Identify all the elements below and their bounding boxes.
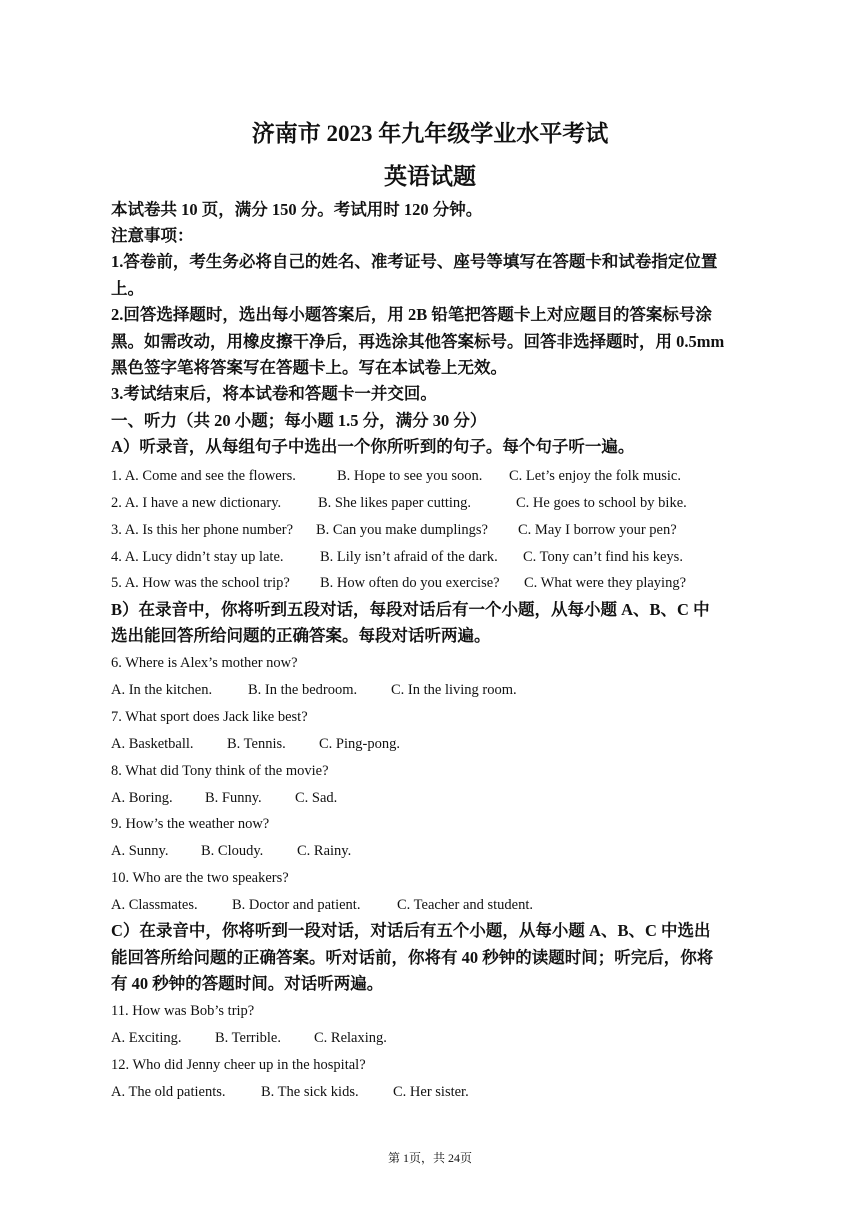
note-2a: 2.回答选择题时，选出每小题答案后，用 2B 铅笔把答题卡上对应题目的答案标号涂 (111, 305, 712, 324)
option-a: A. In the kitchen. (111, 682, 213, 698)
option-a: A. Exciting. (111, 1030, 182, 1046)
option-c: C. He goes to school by bike. (516, 495, 687, 511)
option-a: A. Boring. (111, 790, 173, 806)
question-row (111, 548, 683, 566)
part-c-heading-3: 有 40 秒钟的答题时间。对话听两遍。 (111, 974, 384, 993)
option-c: C. Her sister. (393, 1084, 469, 1100)
option-c: C. Tony can’t find his keys. (523, 549, 683, 565)
question-text: 6. Where is Alex’s mother now? (111, 655, 298, 671)
question-text: 9. How’s the weather now? (111, 816, 270, 832)
question-row (111, 467, 681, 485)
option-b: B. Can you make dumplings? (316, 522, 488, 538)
option-b: B. Funny. (205, 790, 262, 806)
intro-line: 本试卷共 10 页，满分 150 分。考试用时 120 分钟。 (111, 200, 483, 219)
question-text: 8. What did Tony think of the movie? (111, 763, 329, 779)
exam-subtitle: 英语试题 (384, 164, 476, 189)
option-c: C. Relaxing. (314, 1030, 387, 1046)
option-b: B. Hope to see you soon. (337, 468, 483, 484)
question-row (111, 574, 686, 592)
option-a: A. Sunny. (111, 843, 169, 859)
option-c: C. What were they playing? (524, 575, 686, 591)
part-b-heading-1: B）在录音中，你将听到五段对话，每段对话后有一个小题，从每小题 A、B、C 中 (111, 600, 710, 619)
part-c-heading-2: 能回答所给问题的正确答案。听对话前，你将有 40 秒钟的读题时间；听完后，你将 (111, 948, 714, 967)
question-text: 11. How was Bob’s trip? (111, 1003, 255, 1019)
option-c: C. May I borrow your pen? (518, 522, 677, 538)
option-b: B. Doctor and patient. (232, 897, 361, 913)
page-number: 第 1页，共 24页 (387, 1151, 472, 1165)
options-row (111, 735, 400, 753)
option-a: 3. A. Is this her phone number? (111, 522, 294, 538)
option-b: B. How often do you exercise? (320, 575, 500, 591)
option-c: C. In the living room. (391, 682, 517, 698)
option-a: A. Classmates. (111, 897, 198, 913)
question-text: 7. What sport does Jack like best? (111, 709, 308, 725)
part-b-heading-2: 选出能回答所给问题的正确答案。每段对话听两遍。 (111, 626, 491, 645)
option-b: B. Cloudy. (201, 843, 264, 859)
note-2b: 黑。如需改动，用橡皮擦干净后，再选涂其他答案标号。回答非选择题时，用 0.5mm (111, 332, 725, 351)
options-row (111, 1029, 387, 1047)
option-c: C. Let’s enjoy the folk music. (509, 468, 681, 484)
option-b: B. Terrible. (215, 1030, 281, 1046)
option-c: C. Ping-pong. (319, 736, 400, 752)
question-row (111, 521, 677, 539)
section-heading: 一、听力（共 20 小题；每小题 1.5 分，满分 30 分） (111, 411, 487, 430)
option-a: 1. A. Come and see the flowers. (111, 468, 296, 484)
options-row (111, 842, 351, 860)
option-b: B. In the bedroom. (248, 682, 358, 698)
option-a: 2. A. I have a new dictionary. (111, 495, 282, 511)
question-row (111, 494, 687, 512)
note-2c: 黑色签字笔将答案写在答题卡上。写在本试卷上无效。 (111, 358, 507, 377)
part-c-heading-1: C）在录音中，你将听到一段对话，对话后有五个小题，从每小题 A、B、C 中选出 (111, 921, 711, 940)
options-row (111, 1083, 469, 1101)
part-a-heading: A）听录音，从每组句子中选出一个你所听到的句子。每个句子听一遍。 (111, 437, 635, 456)
option-b: B. Tennis. (227, 736, 286, 752)
option-a: 5. A. How was the school trip? (111, 575, 290, 591)
option-c: C. Rainy. (297, 843, 352, 859)
question-text: 12. Who did Jenny cheer up in the hospital? (111, 1057, 366, 1073)
question-text: 10. Who are the two speakers? (111, 870, 289, 886)
option-c: C. Sad. (295, 790, 338, 806)
option-a: A. The old patients. (111, 1084, 226, 1100)
notice-title: 注意事项： (111, 226, 194, 245)
exam-title: 济南市 2023 年九年级学业水平考试 (251, 121, 609, 146)
options-row (111, 681, 517, 699)
note-1a: 1.答卷前，考生务必将自己的姓名、准考证号、座号等填写在答题卡和试卷指定位置 (111, 252, 718, 271)
option-b: B. She likes paper cutting. (318, 495, 472, 511)
option-b: B. The sick kids. (261, 1084, 359, 1100)
note-1b: 上。 (111, 279, 144, 298)
option-a: A. Basketball. (111, 736, 194, 752)
option-c: C. Teacher and student. (397, 897, 534, 913)
option-b: B. Lily isn’t afraid of the dark. (320, 549, 498, 565)
options-row (111, 789, 337, 807)
note-3: 3.考试结束后，将本试卷和答题卡一并交回。 (111, 384, 437, 403)
options-row (111, 896, 533, 914)
option-a: 4. A. Lucy didn’t stay up late. (111, 549, 284, 565)
